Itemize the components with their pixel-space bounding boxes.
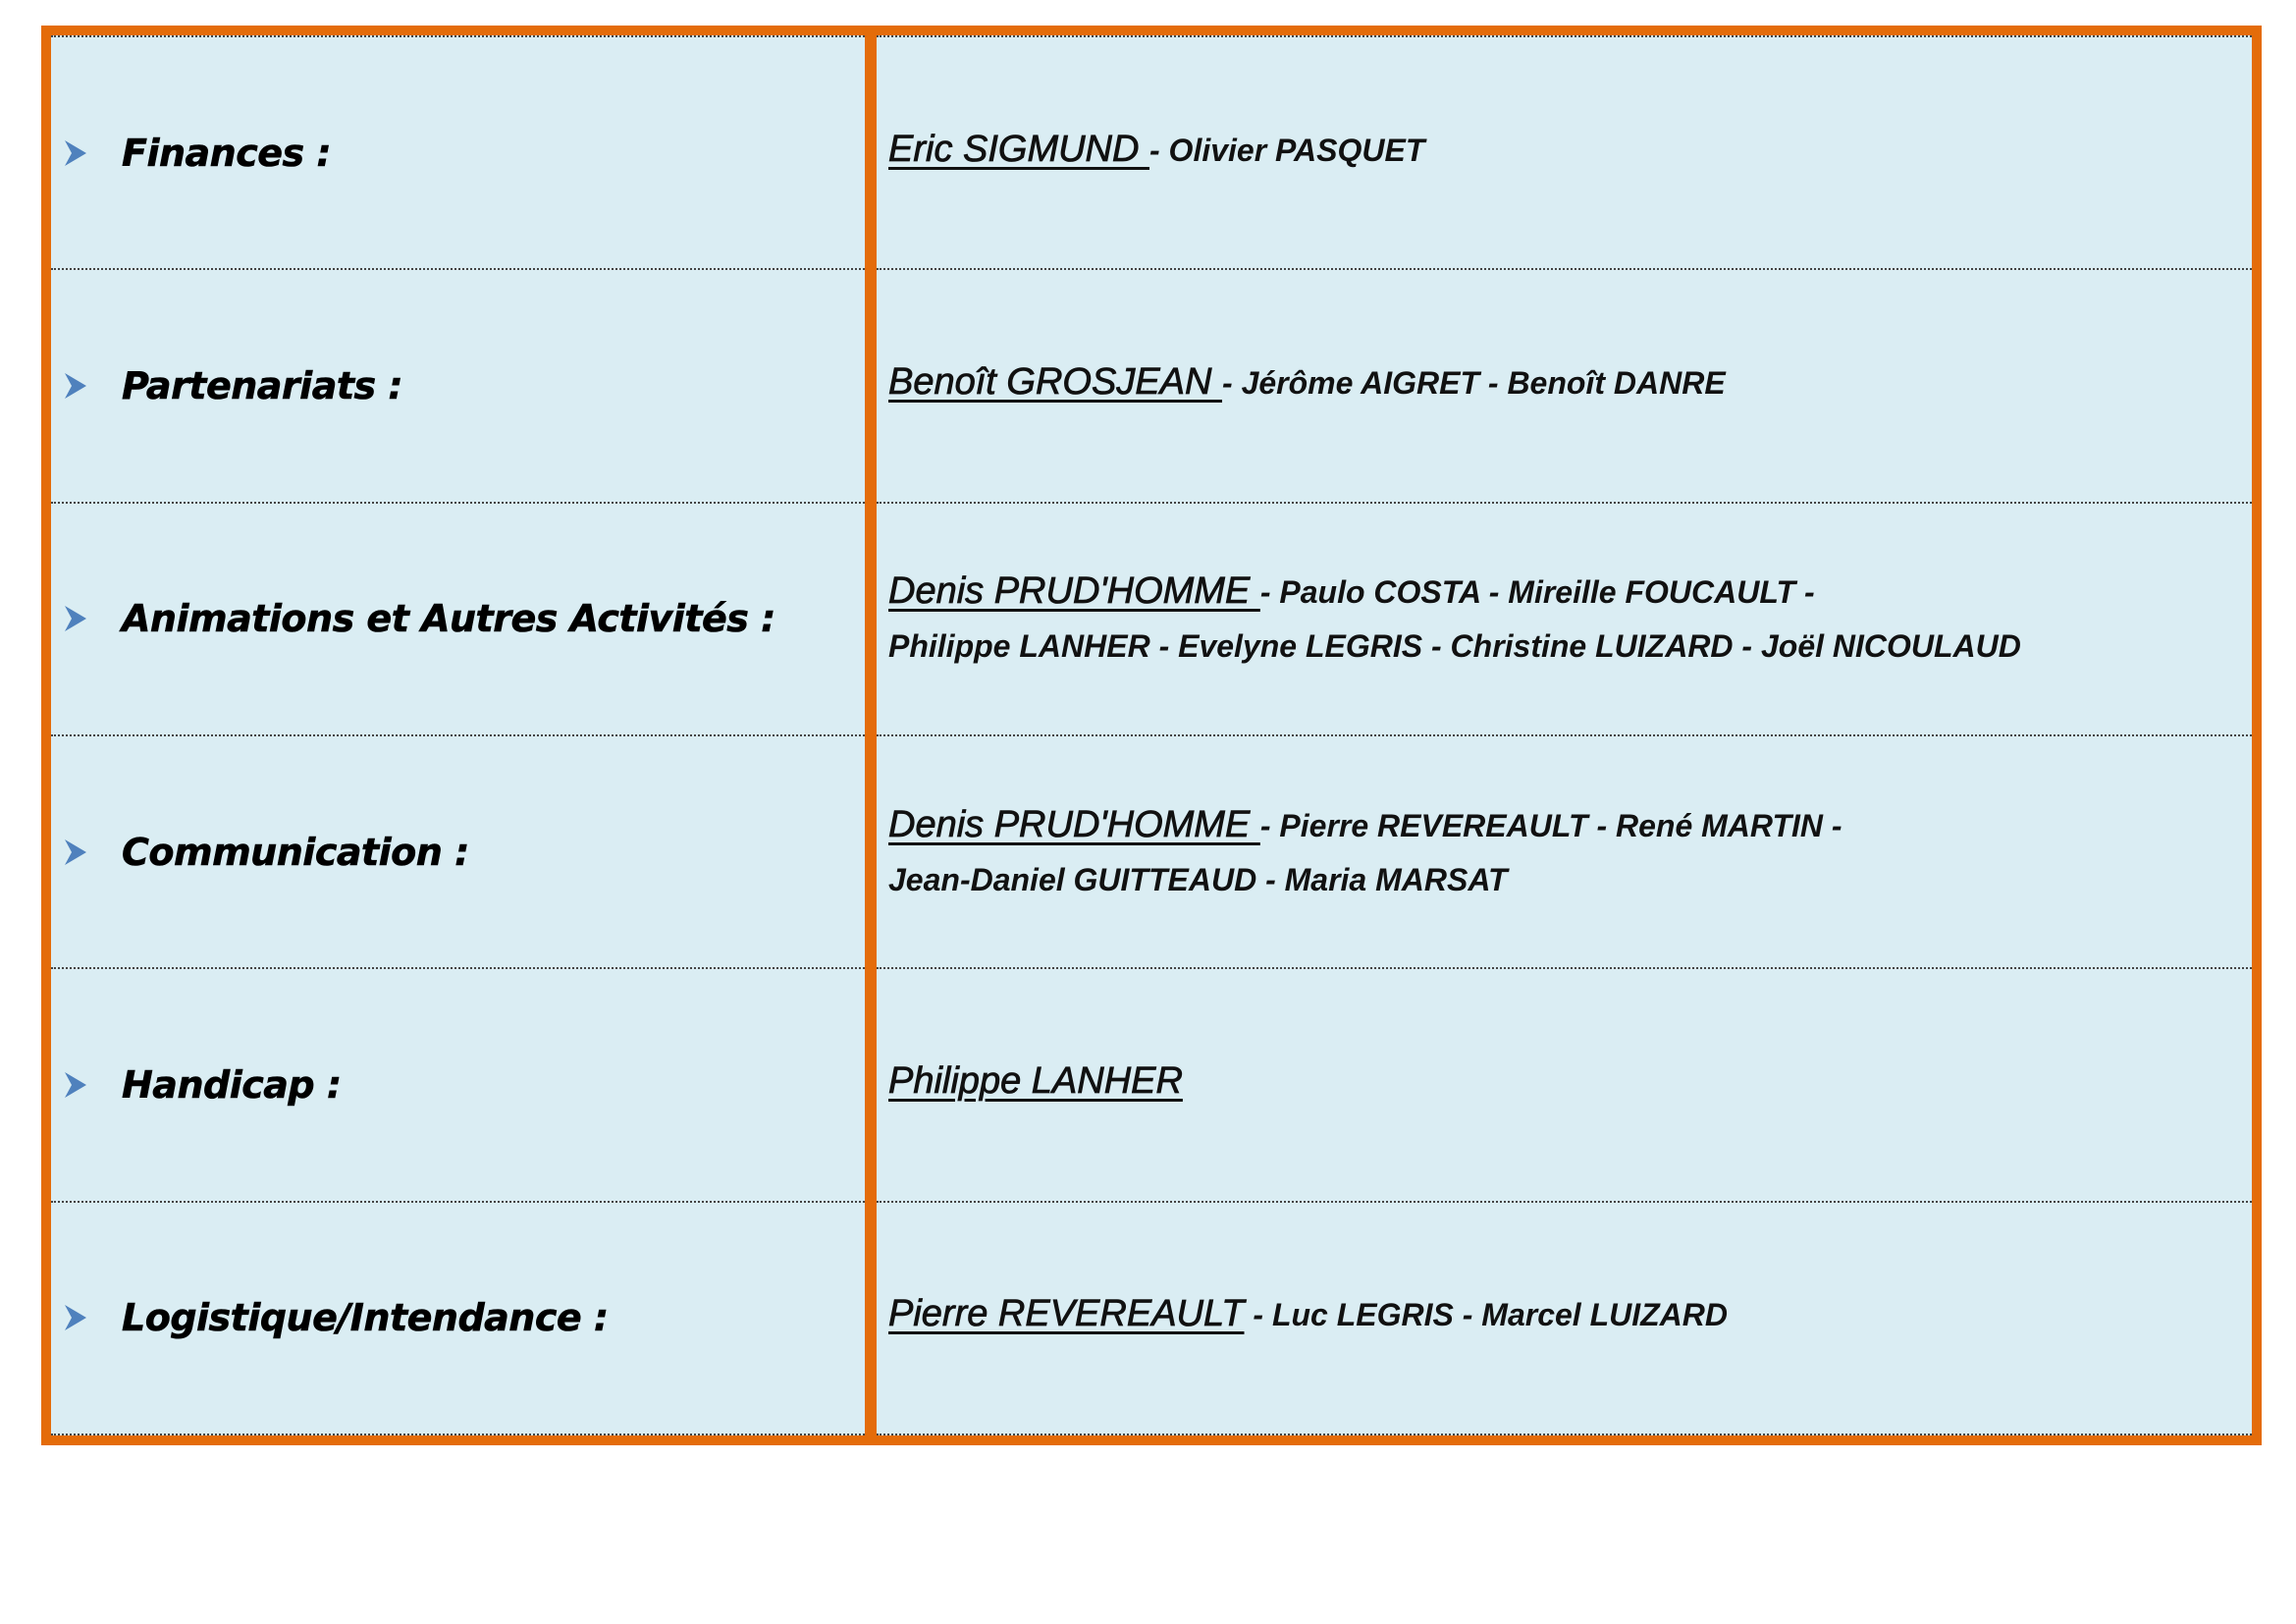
category-cell (51, 1201, 865, 1435)
other-members: - Paulo COSTA - Mireille FOUCAULT - (1259, 574, 1815, 611)
members-text (877, 1290, 1728, 1345)
members-text (877, 126, 1424, 181)
members-cell (877, 1201, 2252, 1435)
members-line (888, 801, 1842, 856)
members-line (888, 358, 1726, 413)
lead-member: Benoît GROSJEAN (888, 360, 1223, 403)
members-cell (877, 268, 2252, 501)
category-cell (51, 502, 865, 734)
category-label: Communication : (122, 830, 469, 874)
other-members: - Olivier PASQUET (1149, 132, 1425, 168)
members-text (877, 568, 2021, 670)
members-line (888, 1290, 1728, 1345)
members-line-2: Jean-Daniel GUITTEAUD - Maria MARSAT (888, 861, 1508, 897)
members-column (877, 35, 2252, 1435)
other-members: - Luc LEGRIS - Marcel LUIZARD (1244, 1297, 1728, 1333)
lead-member: Denis PRUD'HOMME (888, 570, 1260, 613)
committee-table (41, 26, 2262, 1445)
members-line (888, 568, 2021, 623)
category-label: Handicap : (122, 1062, 342, 1107)
lead-member: Eric SIGMUND (888, 128, 1149, 170)
category-cell (51, 35, 865, 268)
category-label: Animations et Autres Activités : (122, 597, 775, 641)
column-divider (865, 35, 877, 1435)
lead-member: Philippe LANHER (888, 1059, 1183, 1102)
lead-member: Pierre REVEREAULT (888, 1293, 1245, 1335)
members-cell (877, 35, 2252, 268)
members-text (877, 801, 1842, 903)
members-text (877, 358, 1726, 413)
members-line-2: Philippe LANHER - Evelyne LEGRIS - Christine LUIZARD - Joël NICOULAUD (888, 628, 2021, 665)
members-line (888, 126, 1424, 181)
category-label: Finances : (122, 131, 332, 175)
members-cell (877, 502, 2252, 734)
category-column (51, 35, 865, 1435)
category-cell (51, 734, 865, 967)
members-text (877, 1057, 1183, 1112)
members-cell (877, 967, 2252, 1200)
other-members: - Jérôme AIGRET - Benoît DANRE (1222, 364, 1726, 401)
members-cell (877, 734, 2252, 967)
category-label: Partenariats : (122, 363, 403, 407)
other-members: - Pierre REVEREAULT - René MARTIN - (1259, 807, 1842, 843)
category-cell (51, 268, 865, 501)
lead-member: Denis PRUD'HOMME (888, 803, 1260, 845)
members-line (888, 1057, 1183, 1112)
category-cell (51, 967, 865, 1200)
category-label: Logistique/Intendance : (122, 1296, 609, 1340)
